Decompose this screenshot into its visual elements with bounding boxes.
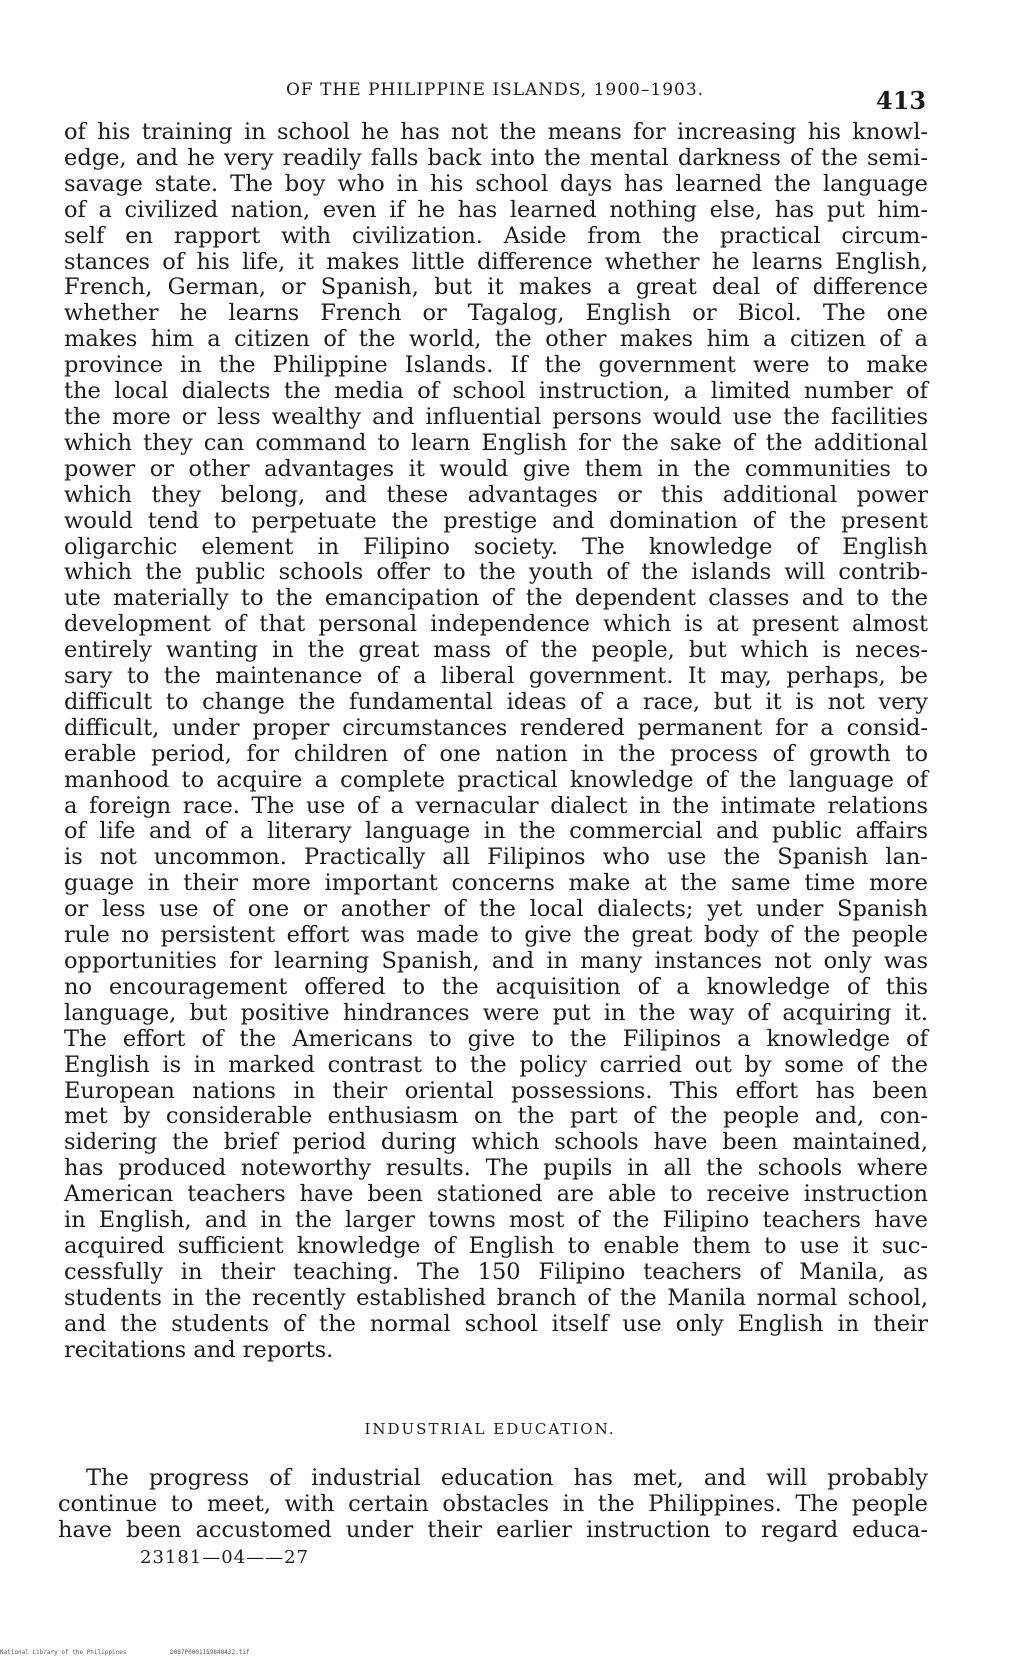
text-line: self en rapport with civilization. Aside from the practical circum- [64,222,928,249]
printer-signature-mark: 23181—04——27 [140,1547,310,1568]
text-line: of life and of a literary language in the commercial and public affairs [64,818,928,845]
text-line: of a civilized nation, even if he has learned nothing else, has put him- [64,196,928,223]
text-line: entirely wanting in the great mass of the people, but which is neces- [64,637,928,664]
text-line: of his training in school he has not the means for increasing his knowl- [64,119,928,145]
text-line: recitations and reports. [64,1336,334,1363]
text-line: the more or less wealthy and influential persons would use the facilities [64,403,928,430]
text-line: ute materially to the emancipation of the dependent classes and to the [64,585,928,612]
text-line: is not uncommon. Practically all Filipinos who use the Spanish lan- [64,844,928,871]
text-line: oligarchic element in Filipino society. The knowledge of English [64,533,928,560]
scan-footer-library: National Library of the Philippines [0,1649,127,1656]
text-line: American teachers have been stationed are able to receive instruction [64,1181,928,1208]
text-line: have been accustomed under their earlier instruction to regard educa- [58,1517,928,1543]
text-line: a foreign race. The use of a vernacular dialect in the intimate relations [64,792,928,819]
text-line: savage state. The boy who in his school days has learned the language [64,170,928,197]
text-line: acquired sufficient knowledge of English to enable them to use it suc- [64,1232,928,1259]
text-line: makes him a citizen of the world, the other makes him a citizen of a [64,326,928,353]
text-line: The progress of industrial education has met, and will probably [86,1465,928,1491]
text-line: continue to meet, with certain obstacles in the Philippines. The people [58,1491,928,1517]
text-line: no encouragement offered to the acquisition of a knowledge of this [64,973,928,1000]
scan-footer [0,1649,290,1656]
text-line: manhood to acquire a complete practical knowledge of the language of [64,766,928,793]
text-line: cessfully in their teaching. The 150 Filipino teachers of Manila, as [64,1258,928,1285]
text-line: has produced noteworthy results. The pupils in all the schools where [64,1155,928,1182]
text-line: or less use of one or another of the local dialects; yet under Spanish [64,896,928,923]
text-line: power or other advantages it would give them in the communities to [64,455,928,482]
text-line: which they belong, and these advantages or this additional power [64,481,928,508]
body-paragraph [64,120,928,1364]
text-line: stances of his life, it makes little difference whether he learns English, [64,248,928,275]
text-line: edge, and he very readily falls back into the mental darkness of the semi- [64,144,928,171]
text-line: The effort of the Americans to give to the Filipinos a knowledge of [64,1025,928,1052]
running-title: OF THE PHILIPPINE ISLANDS, 1900–1903. [285,80,705,100]
text-line: students in the recently established branch of the Manila normal school, [64,1284,928,1311]
text-line: which they can command to learn English for the sake of the additional [64,429,928,456]
section-paragraph [58,1465,928,1543]
text-line: sary to the maintenance of a liberal government. It may, perhaps, be [64,663,928,690]
text-line: in English, and in the larger towns most of the Filipino teachers have [64,1207,928,1234]
text-line: European nations in their oriental possessions. This effort has been [64,1077,928,1104]
text-line: development of that personal independence which is at present almost [64,611,928,638]
text-line: opportunities for learning Spanish, and in many instances not only was [64,948,928,974]
text-line: which the public schools offer to the youth of the islands will contrib- [64,559,928,586]
text-line: would tend to perpetuate the prestige and domination of the present [64,507,928,534]
text-line: English is in marked contrast to the policy carried out by some of the [64,1051,928,1078]
text-line: province in the Philippine Islands. If the government were to make [64,352,928,379]
text-line: rule no persistent effort was made to give the great body of the people [64,922,928,949]
text-line: difficult, under proper circumstances rendered permanent for a consid- [64,714,928,741]
section-heading: INDUSTRIAL EDUCATION. [364,1420,616,1438]
text-line: and the students of the normal school itself use only English in their [64,1310,928,1337]
scan-footer-file-id: D087P0001159848432.tif [170,1649,250,1656]
text-line: French, German, or Spanish, but it makes a great deal of difference [64,274,928,301]
text-line: guage in their more important concerns make at the same time more [64,870,928,897]
text-line: the local dialects the media of school instruction, a limited number of [64,378,928,405]
text-line: whether he learns French or Tagalog, English or Bicol. The one [64,300,928,327]
text-line: sidering the brief period during which schools have been maintained, [64,1129,928,1156]
text-line: difficult to change the fundamental ideas of a race, but it is not very [64,688,928,715]
text-line: erable period, for children of one nation in the process of growth to [64,740,928,767]
page-number: 413 [876,86,927,115]
text-line: language, but positive hindrances were put in the way of acquiring it. [64,999,928,1026]
text-line: met by considerable enthusiasm on the part of the people and, con- [64,1103,928,1130]
